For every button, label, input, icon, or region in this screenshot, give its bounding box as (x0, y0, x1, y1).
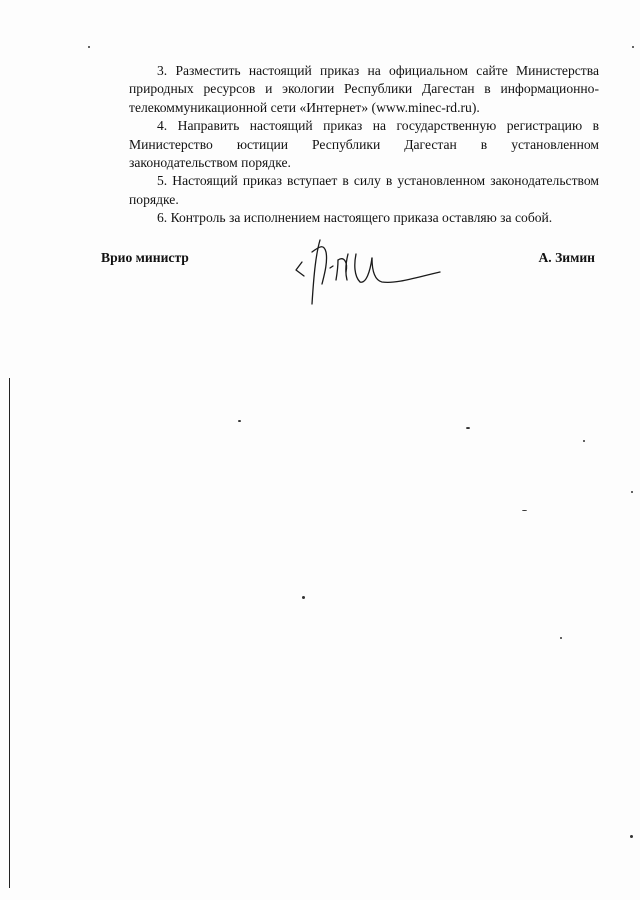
paragraph-line: Министерство юстиции Республики Дагестан в установленном (129, 136, 599, 152)
paragraph-line: 4. Направить настоящий приказ на государственную регистрацию в (157, 118, 599, 134)
scan-speck (88, 46, 90, 48)
paragraph-line: телекоммуникационной сети «Интернет» (www.minec-rd.ru). (129, 99, 480, 115)
scan-edge-line (9, 378, 10, 888)
signatory-role: Врио министр (101, 250, 189, 265)
paragraph-3 (101, 62, 599, 117)
paragraph-4 (101, 117, 599, 172)
paragraph-line: законодательством порядке. (129, 155, 291, 171)
scan-speck (522, 510, 527, 511)
scan-speck (583, 440, 585, 442)
scan-speck (302, 596, 305, 599)
paragraph-line: 3. Разместить настоящий приказ на официальном сайте Министерства (157, 63, 599, 78)
scan-speck (630, 835, 633, 838)
scan-speck (238, 420, 241, 422)
document-body (101, 62, 599, 228)
paragraph-line: природных ресурсов и экологии Республики Дагестан в информационно- (129, 81, 599, 97)
paragraph-line: 6. Контроль за исполнением настоящего приказа оставляю за собой. (157, 210, 553, 226)
scan-speck (631, 491, 633, 493)
scan-speck (466, 427, 470, 429)
paragraph-6 (101, 209, 599, 227)
handwritten-signature (290, 232, 450, 312)
scan-speck (560, 637, 562, 639)
paragraph-line: 5. Настоящий приказ вступает в силу в установленном законодательством (157, 173, 599, 189)
paragraph-5 (101, 172, 599, 209)
paragraph-line: порядке. (129, 191, 179, 207)
scan-speck (632, 46, 634, 48)
signatory-name: А. Зимин (538, 250, 595, 265)
